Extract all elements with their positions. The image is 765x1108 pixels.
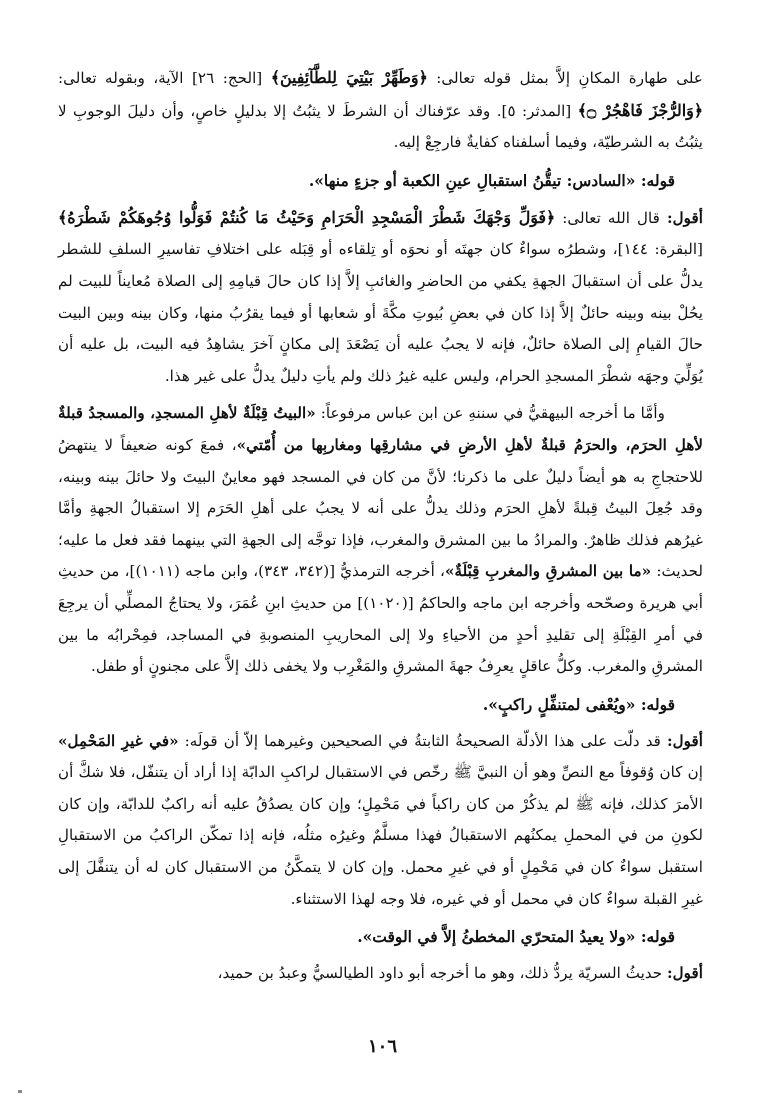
text-run: على طهارة المكانِ إلاَّ بمثل قوله تعالى: <box>427 69 703 87</box>
text-run: حديثُ السريّة يردُّ ذلك، وهو ما أخرجه أبو داود الطيالسيُّ وعبدُ بن حميد، <box>217 964 668 983</box>
body-paragraph <box>58 62 703 159</box>
text-run: إن كان وُقوفاً مع النصِّ وهو أن النبيَّ ﷺ رخّص في الاستقبال لراكبِ الدابّة إذا أراد أن يتنفّل، فلا شكَّ أن الأمرَ كذلك، فإنه ﷺ لم يذكُرْ من كان راكباً في مَحْمِلٍ؛ وإن كان يصدُقُ عليه أنه راكبٌ للدابّة، وإن كان لكونِ من في المحملِ يمكنُهم الاستقبالُ فهذا مسلَّمٌ وغيرُه مثلُه، فإنه إذا تمكّن الراكبُ من الاستقبالِ استقبل سواءٌ كان في مَحْمِلٍ أو في غيرِ محمل. وإن كان لا يتمكَّنُ من الاستقبال كان له أن يتنفَّلَ إلى غيرِ القبلة سواءٌ كان في محمل أو في غيره، فلا وجه لهذا الاستثناء. <box>58 763 703 908</box>
section-heading <box>58 165 675 196</box>
body-paragraph <box>58 958 703 990</box>
body-paragraph <box>58 726 703 916</box>
page-body <box>58 62 703 990</box>
emphasis-text: «ما بين المشرقِ والمغربِ قِبْلَةٌ» <box>444 562 652 581</box>
scan-speck <box>18 1090 22 1093</box>
text-run: [الحج: ٢٦] الآية، وبقوله تعالى: <box>58 69 271 87</box>
text-run: قال الله تعالى: <box>555 208 668 227</box>
emphasis-text: أقول: <box>667 964 703 983</box>
text-run: وأمَّا ما أخرجه البيهقيُّ في سننهِ عن ابن عباس مرفوعاً: <box>315 404 665 423</box>
text-run: ، أخرجه الترمذيُّ [(٣٤٢، ٣٤٣)، وابن ماجه (١٠١١)]، من حديثِ أبي هريرة وصحّحه وأخرجه ابن ماجه والحاكمُ [(١٠٢٠)] من حديثِ ابنِ عُمَرَ، ولا يحتاجُ المصلِّي أن يرجِعَ في أمرِ القِبْلَةِ إلى تقليدِ أحدٍ من الأحياءِ ولا إلى المحاريبِ المنصوبةِ في المساجد، فمِحْرابُه ما بين المشرقِ والمغرب. وكلُّ عاقلٍ يعرِفُ جهةَ المشرقِ والمَغْرِب ولا يخفى ذلك إلاَّ على مجنونٍ أو طفل. <box>58 562 703 676</box>
emphasis-text: أقول: <box>667 731 703 750</box>
text-run: قوله: «السادس: تيقُّنُ استقبالِ عينِ الكعبة أو جزءٍ منها». <box>308 170 675 190</box>
body-paragraph <box>58 202 703 393</box>
text-run: قد دلّت على هذا الأدلّة الصحيحةُ الثابتةُ في الصحيحين وغيرهما إلاّ أن قولَه: <box>178 731 668 750</box>
body-paragraph <box>58 398 703 682</box>
quran-verse: ﴿وَالرُّجْزَ فَاهْجُرْ ۝﴾ <box>577 100 704 120</box>
section-heading <box>58 921 675 952</box>
quran-verse: ﴿وَطَهِّرْ بَيْتِيَ لِلطَّآئِفِينَ﴾ <box>270 68 428 87</box>
text-run: [المدثر: ٥]. وقد عرّفناك أن الشرطَ لا يثبُتُ إلا بدليلٍ خاصٍ، وأن دليلَ الوجوبِ لا يثبُتُ به الشرطيّة، وفيما أسلفناه كفايةٌ فارجِعْ إليه. <box>58 101 703 152</box>
quran-verse: ﴿فَوَلِّ وَجْهَكَ شَطْرَ الْمَسْجِدِ الْحَرَامِ وَحَيْثُ مَا كُنتُمْ فَوَلُّوا وُجُوهَكُمْ شَطْرَهُ﴾ <box>58 207 556 227</box>
emphasis-text: «البيتُ قِبْلَةٌ لأهلِ المسجدِ، والمسجدُ قبلةٌ لأهلِ الحرَم، والحرَمُ قبلةٌ لأهلِ الأرضِ في مشارقِها ومغاربِها من أُمّتي» <box>58 404 703 454</box>
emphasis-text: «في غيرِ المَحْمِل» <box>58 731 179 750</box>
text-run: ، فمعَ كونه ضعيفاً لا ينتهضُ للاحتجاجِ به هو أيضاً دليلٌ على ما ذكرنا؛ لأنَّ من كان في المسجد فهو معاينٌ البيتَ ولا حائلَ بينه وبينه، وقد جُعِلَ البيتُ قِبلةً لأهلِ الحرَم وذلك يدلُّ على أنه لا يجبُ على أهلِ الحَرَم إلا استقبالُ الجهةِ وأمَّا غيرُهم فذلك ظاهرٌ. والمرادُ ما بين المشرق والمغرب، فإذا توجَّه إلى الجهةِ التي بينهما فقد فعل ما عليه؛ لحديث: <box>58 435 704 581</box>
section-heading <box>58 689 675 720</box>
text-run: قوله: «ويُعْفى لمتنفِّلٍ راكبٍ». <box>482 694 675 714</box>
text-run: [البقرة: ١٤٤]، وشطرُه سواءٌ كان جهتَه أو نحوَه أو تِلقاءه أو قِبَله على اختلافِ تفاسيرِ السلفِ للشطر يدلُّ على أن استقبالَ الجهةِ يكفي من الحاضرِ والغائبِ إلاَّ إذا كان حالَ قيامِهِ إلى الصلاة مُعايناً للبيت لم يحُلْ بينه وبينه حائلٌ إلاَّ إذا كان في بعضِ بُيوتِ مكَّةَ أو شعابها أو فيما يقرُبُ منها، وكان بينه وبين البيت حالَ القيامِ إلى الصلاة حائلٌ، فإنه لا يجبُ عليه أن يَصْعَدَ إلى مكانٍ آخرَ يشاهِدُ فيه البيت، بل عليه أن يُوَلِّيَ وجهَه شطْرَ المسجدِ الحرام، وليس عليه غيرُ ذلك ولم يأتِ دليلٌ يدلُّ على غير هذا. <box>58 240 703 385</box>
page-number: ١٠٦ <box>367 1036 397 1057</box>
text-run: قوله: «ولا يعيدُ المتحرّي المخطئُ إلاَّ في الوقت». <box>357 927 675 947</box>
emphasis-text: أقول: <box>667 208 703 227</box>
